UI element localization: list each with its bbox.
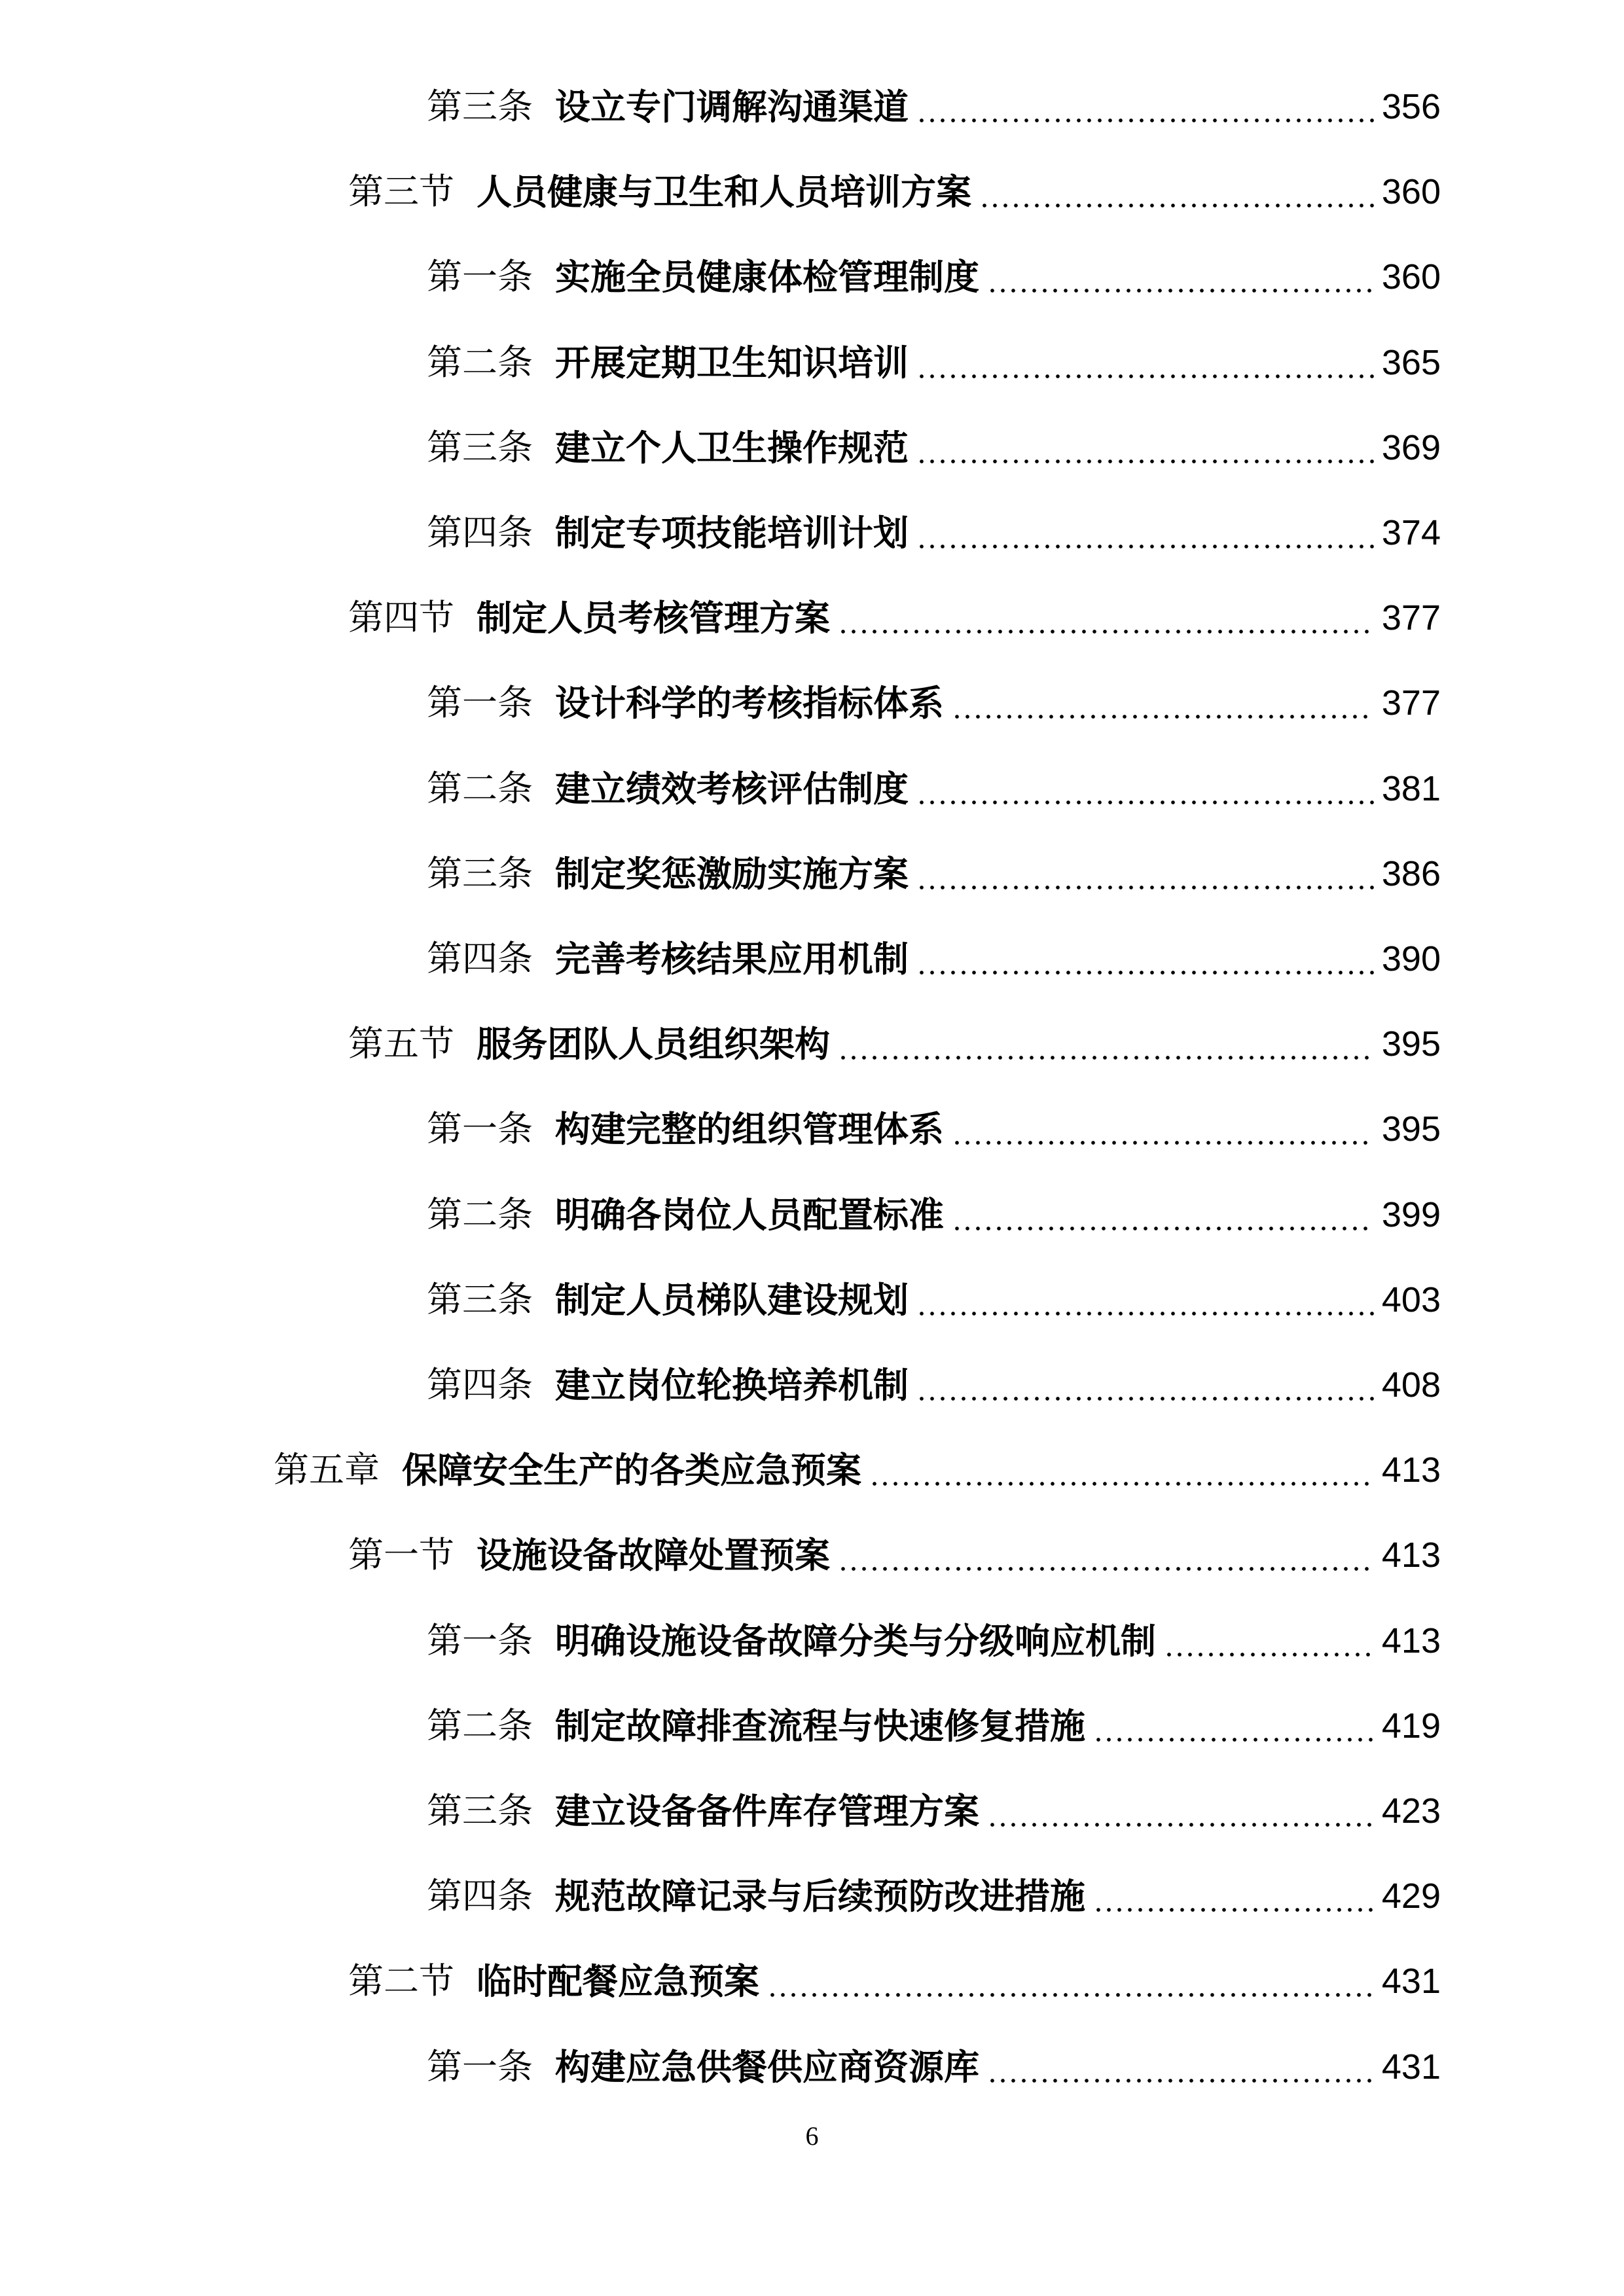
toc-entry-label: 第四条 <box>427 1364 533 1405</box>
toc-entry-label: 第二条 <box>427 341 533 383</box>
toc-entry[interactable] <box>427 670 1441 736</box>
toc-entry[interactable] <box>427 1778 1441 1844</box>
toc-entry[interactable] <box>427 926 1441 992</box>
toc-entry-label: 第一条 <box>427 1619 533 1661</box>
toc-entry-label: 第二条 <box>427 1193 533 1235</box>
toc-entry[interactable] <box>427 1693 1441 1759</box>
toc-entry-title: 规范故障记录与后续预防改进措施 <box>555 1875 1085 1918</box>
toc-entry-title: 人员健康与卫生和人员培训方案 <box>477 171 971 213</box>
toc-entry-title: 制定专项技能培训计划 <box>555 512 909 554</box>
toc-entry[interactable] <box>427 1267 1441 1333</box>
toc-entry-page: 395 <box>1381 1109 1441 1149</box>
toc-entry-label: 第二节 <box>348 1960 454 2002</box>
toc-entry[interactable] <box>348 585 1441 651</box>
toc-entry-label: 第四条 <box>427 938 533 979</box>
toc-dot-leader <box>979 174 1374 209</box>
toc-entry-title: 临时配餐应急预案 <box>477 1960 759 2003</box>
toc-dot-leader <box>838 1026 1374 1062</box>
toc-dot-leader <box>869 1452 1374 1488</box>
toc-entry-label: 第四条 <box>427 512 533 553</box>
toc-entry-title: 实施全员健康体检管理制度 <box>555 256 979 298</box>
toc-entry[interactable] <box>348 1948 1441 2014</box>
toc-dot-leader <box>838 600 1374 636</box>
toc-entry-page: 390 <box>1381 939 1441 978</box>
toc-dot-leader <box>916 89 1374 124</box>
toc-dot-leader <box>916 771 1374 806</box>
toc-entry-label: 第三条 <box>427 1278 533 1320</box>
toc-entry-page: 413 <box>1381 1535 1441 1575</box>
toc-entry-page: 365 <box>1381 342 1441 382</box>
toc-entry-page: 377 <box>1381 683 1441 723</box>
toc-dot-leader <box>916 430 1374 465</box>
toc-dot-leader <box>952 1197 1374 1232</box>
toc-entry-title: 设计科学的考核指标体系 <box>555 682 944 725</box>
toc-entry-page: 413 <box>1381 1621 1441 1660</box>
toc-entry[interactable] <box>427 415 1441 480</box>
toc-entry-page: 403 <box>1381 1280 1441 1319</box>
toc-entry-label: 第一条 <box>427 682 533 724</box>
toc-entry[interactable] <box>348 1522 1441 1588</box>
toc-entry[interactable] <box>427 756 1441 821</box>
toc-entry[interactable] <box>427 74 1441 139</box>
toc-entry-label: 第一条 <box>427 1108 533 1150</box>
toc-entry-title: 明确各岗位人员配置标准 <box>555 1193 944 1236</box>
toc-entry-page: 377 <box>1381 598 1441 638</box>
toc-entry-label: 第二条 <box>427 767 533 809</box>
toc-entry-title: 制定人员梯队建设规划 <box>555 1278 909 1321</box>
toc-dot-leader <box>952 1111 1374 1147</box>
toc-entry-page: 374 <box>1381 513 1441 552</box>
toc-entry-page: 369 <box>1381 427 1441 467</box>
toc-entry-title: 建立绩效考核评估制度 <box>555 767 909 810</box>
toc-entry-label: 第三条 <box>427 86 533 127</box>
toc-entry-title: 开展定期卫生知识培训 <box>555 341 909 384</box>
toc-entry-page: 360 <box>1381 257 1441 297</box>
toc-dot-leader <box>916 345 1374 380</box>
toc-entry-label: 第三节 <box>348 171 454 213</box>
toc-entry-title: 明确设施设备故障分类与分级响应机制 <box>555 1619 1156 1662</box>
toc-entry-title: 建立个人卫生操作规范 <box>555 426 909 469</box>
toc-entry-label: 第五节 <box>348 1023 454 1065</box>
toc-dot-leader <box>767 1964 1374 1999</box>
toc-entry[interactable] <box>427 1096 1441 1162</box>
toc-entry-title: 制定人员考核管理方案 <box>477 597 830 639</box>
toc-entry[interactable] <box>348 159 1441 224</box>
toc-entry-title: 构建完整的组织管理体系 <box>555 1108 944 1151</box>
toc-entry[interactable] <box>427 1863 1441 1929</box>
toc-entry[interactable] <box>274 1437 1441 1503</box>
toc-dot-leader <box>987 2049 1374 2085</box>
toc-entry-label: 第五章 <box>274 1449 380 1491</box>
toc-dot-leader <box>916 941 1374 977</box>
toc-entry-label: 第三条 <box>427 426 533 468</box>
toc-entry-page: 399 <box>1381 1194 1441 1234</box>
toc-entry-label: 第二条 <box>427 1704 533 1746</box>
toc-dot-leader <box>916 515 1374 550</box>
toc-dot-leader <box>838 1537 1374 1573</box>
toc-entry[interactable] <box>427 2034 1441 2100</box>
toc-entry-title: 建立岗位轮换培养机制 <box>555 1364 909 1406</box>
toc-entry-title: 完善考核结果应用机制 <box>555 938 909 980</box>
toc-entry-page: 381 <box>1381 768 1441 808</box>
toc-entry-label: 第三条 <box>427 1790 533 1831</box>
toc-dot-leader <box>952 685 1374 721</box>
toc-entry-page: 360 <box>1381 172 1441 212</box>
toc-entry-page: 413 <box>1381 1450 1441 1490</box>
toc-entry-label: 第一条 <box>427 2045 533 2087</box>
toc-entry-page: 395 <box>1381 1024 1441 1064</box>
toc-entry-page: 431 <box>1381 1962 1441 2001</box>
toc-entry-title: 服务团队人员组织架构 <box>477 1023 830 1066</box>
toc-entry[interactable] <box>348 1011 1441 1077</box>
toc-dot-leader <box>1164 1623 1374 1659</box>
toc-entry-page: 423 <box>1381 1791 1441 1831</box>
toc-entry-title: 保障安全生产的各类应急预案 <box>402 1449 861 1492</box>
toc-dot-leader <box>1093 1878 1374 1914</box>
toc-entry-page: 356 <box>1381 87 1441 126</box>
toc-entry-title: 构建应急供餐供应商资源库 <box>555 2045 979 2088</box>
toc-entry-label: 第一节 <box>348 1534 454 1576</box>
toc-entry-title: 建立设备备件库存管理方案 <box>555 1790 979 1832</box>
toc-entry-label: 第一条 <box>427 256 533 298</box>
toc-entry[interactable] <box>427 244 1441 310</box>
toc-entry-title: 制定故障排查流程与快速修复措施 <box>555 1704 1085 1747</box>
toc-entry-title: 制定奖惩激励实施方案 <box>555 852 909 895</box>
toc-dot-leader <box>916 1282 1374 1318</box>
toc-dot-leader <box>1093 1708 1374 1744</box>
toc-entry-label: 第三条 <box>427 852 533 894</box>
toc-dot-leader <box>987 259 1374 295</box>
toc-entry[interactable] <box>427 1608 1441 1674</box>
toc-entry[interactable] <box>427 1352 1441 1418</box>
toc-entry[interactable] <box>427 1182 1441 1247</box>
toc-entry-page: 419 <box>1381 1706 1441 1746</box>
toc-entry[interactable] <box>427 841 1441 906</box>
toc-dot-leader <box>916 856 1374 891</box>
toc-dot-leader <box>987 1793 1374 1829</box>
page-number: 6 <box>805 2121 819 2151</box>
toc-entry-page: 431 <box>1381 2047 1441 2087</box>
toc-entry[interactable] <box>427 500 1441 565</box>
toc-entry-title: 设施设备故障处置预案 <box>477 1534 830 1577</box>
toc-entry-title: 设立专门调解沟通渠道 <box>555 86 909 128</box>
toc-entry[interactable] <box>427 330 1441 395</box>
toc-entry-label: 第四条 <box>427 1875 533 1917</box>
toc-entry-label: 第四节 <box>348 597 454 639</box>
toc-entry-page: 408 <box>1381 1365 1441 1405</box>
toc-entry-page: 429 <box>1381 1876 1441 1916</box>
toc-dot-leader <box>916 1367 1374 1403</box>
toc-entry-page: 386 <box>1381 853 1441 893</box>
